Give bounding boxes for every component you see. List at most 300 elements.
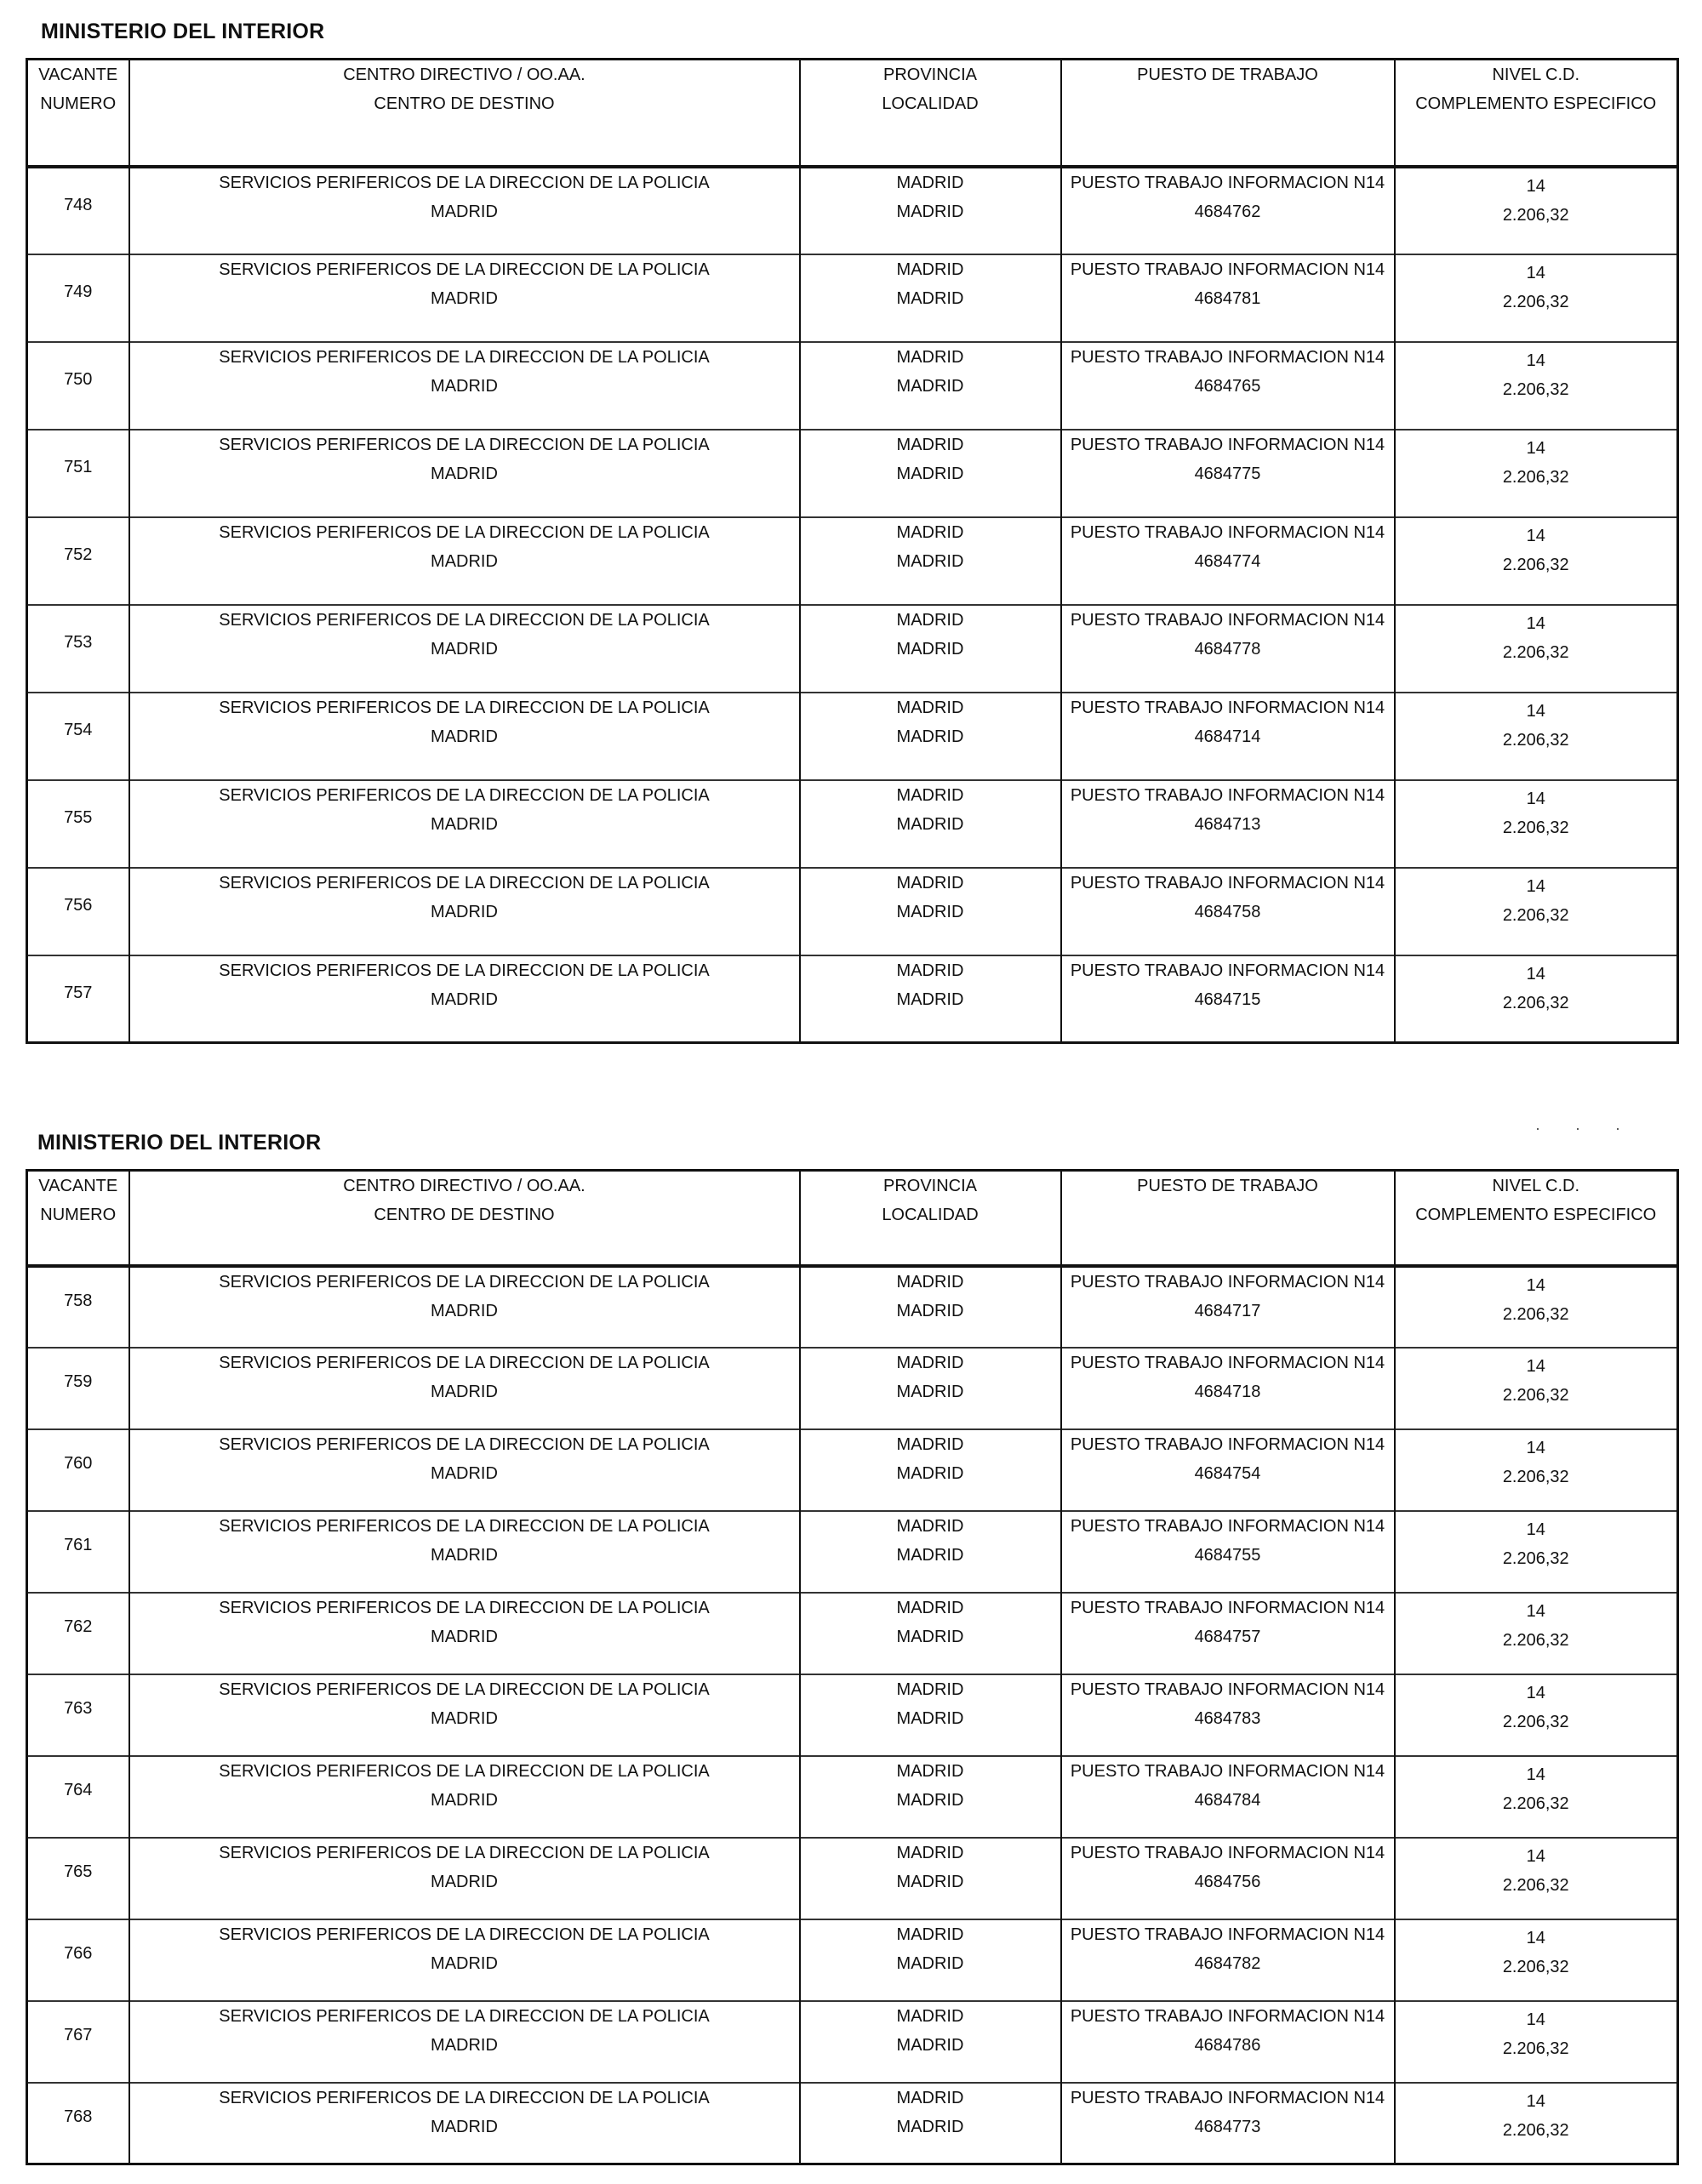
puesto-codigo: 4684713 xyxy=(1194,814,1261,834)
centro-cell xyxy=(129,2083,800,2164)
provincia: MADRID xyxy=(896,173,964,192)
provincia: MADRID xyxy=(896,2088,964,2107)
table-row xyxy=(27,1838,1678,1919)
vacante-number: 757 xyxy=(27,955,129,1043)
localidad: MADRID xyxy=(896,464,964,483)
provincia-cell xyxy=(800,2001,1061,2083)
puesto-trabajo: PUESTO TRABAJO INFORMACION N14 xyxy=(1070,785,1385,805)
vacancy-section-1 xyxy=(26,19,1678,1044)
centro-destino: MADRID xyxy=(431,2035,498,2055)
table-row xyxy=(27,1593,1678,1674)
nivel-cd: 14 xyxy=(1526,613,1545,633)
puesto-codigo: 4684773 xyxy=(1194,2117,1261,2136)
provincia: MADRID xyxy=(896,1925,964,1944)
scan-marks: · · · xyxy=(1535,1120,1636,1137)
table-row xyxy=(27,2083,1678,2164)
centro-directivo: SERVICIOS PERIFERICOS DE LA DIRECCION DE LA POLICIA xyxy=(219,610,710,630)
provincia-cell xyxy=(800,167,1061,254)
complemento-especifico: 2.206,32 xyxy=(1502,1875,1569,1895)
header-line: CENTRO DE DESTINO xyxy=(374,1206,555,1224)
nivel-cd: 14 xyxy=(1526,351,1545,370)
vacante-number: 752 xyxy=(27,517,129,605)
nivel-cell xyxy=(1395,1919,1678,2001)
header-line: CENTRO DIRECTIVO / OO.AA. xyxy=(343,1177,585,1195)
vacancy-section-2 xyxy=(26,1120,1678,2165)
localidad: MADRID xyxy=(896,1301,964,1320)
table-header-row xyxy=(27,60,1678,167)
localidad: MADRID xyxy=(896,989,964,1009)
provincia: MADRID xyxy=(896,347,964,367)
complemento-especifico: 2.206,32 xyxy=(1502,2039,1569,2058)
header-provincia xyxy=(800,1171,1061,1266)
centro-cell xyxy=(129,1593,800,1674)
complemento-especifico: 2.206,32 xyxy=(1502,1467,1569,1486)
centro-cell xyxy=(129,1756,800,1838)
provincia: MADRID xyxy=(896,435,964,454)
puesto-cell xyxy=(1061,430,1395,517)
nivel-cd: 14 xyxy=(1526,438,1545,458)
nivel-cd: 14 xyxy=(1526,1683,1545,1702)
centro-directivo: SERVICIOS PERIFERICOS DE LA DIRECCION DE LA POLICIA xyxy=(219,435,710,454)
centro-directivo: SERVICIOS PERIFERICOS DE LA DIRECCION DE LA POLICIA xyxy=(219,2088,710,2107)
header-line: NIVEL C.D. xyxy=(1492,1177,1580,1195)
complemento-especifico: 2.206,32 xyxy=(1502,1712,1569,1731)
localidad: MADRID xyxy=(896,1872,964,1891)
nivel-cell xyxy=(1395,1674,1678,1756)
nivel-cell xyxy=(1395,1838,1678,1919)
puesto-codigo: 4684781 xyxy=(1194,288,1261,308)
puesto-cell xyxy=(1061,1348,1395,1429)
puesto-cell xyxy=(1061,605,1395,693)
header-puesto xyxy=(1061,1171,1395,1266)
nivel-cd: 14 xyxy=(1526,263,1545,282)
complemento-especifico: 2.206,32 xyxy=(1502,205,1569,225)
nivel-cell xyxy=(1395,2001,1678,2083)
provincia-cell xyxy=(800,1429,1061,1511)
provincia-cell xyxy=(800,693,1061,780)
header-puesto xyxy=(1061,60,1395,167)
provincia: MADRID xyxy=(896,785,964,805)
vacancy-table xyxy=(26,58,1679,1044)
puesto-cell xyxy=(1061,1838,1395,1919)
centro-destino: MADRID xyxy=(431,551,498,571)
vacante-number: 762 xyxy=(27,1593,129,1674)
nivel-cell xyxy=(1395,955,1678,1043)
centro-destino: MADRID xyxy=(431,1627,498,1646)
centro-cell xyxy=(129,868,800,955)
puesto-trabajo: PUESTO TRABAJO INFORMACION N14 xyxy=(1070,873,1385,892)
localidad: MADRID xyxy=(896,376,964,396)
puesto-cell xyxy=(1061,1593,1395,1674)
table-row xyxy=(27,167,1678,254)
puesto-trabajo: PUESTO TRABAJO INFORMACION N14 xyxy=(1070,1516,1385,1536)
centro-destino: MADRID xyxy=(431,202,498,221)
centro-destino: MADRID xyxy=(431,1545,498,1565)
complemento-especifico: 2.206,32 xyxy=(1502,1793,1569,1813)
header-line: VACANTE xyxy=(38,1177,118,1195)
centro-directivo: SERVICIOS PERIFERICOS DE LA DIRECCION DE LA POLICIA xyxy=(219,347,710,367)
centro-directivo: SERVICIOS PERIFERICOS DE LA DIRECCION DE LA POLICIA xyxy=(219,785,710,805)
puesto-cell xyxy=(1061,1266,1395,1348)
puesto-trabajo: PUESTO TRABAJO INFORMACION N14 xyxy=(1070,610,1385,630)
provincia-cell xyxy=(800,780,1061,868)
localidad: MADRID xyxy=(896,1463,964,1483)
nivel-cell xyxy=(1395,1593,1678,1674)
provincia-cell xyxy=(800,605,1061,693)
puesto-codigo: 4684782 xyxy=(1194,1953,1261,1973)
provincia: MADRID xyxy=(896,961,964,980)
localidad: MADRID xyxy=(896,1627,964,1646)
table-row xyxy=(27,517,1678,605)
header-line: COMPLEMENTO ESPECIFICO xyxy=(1415,94,1657,113)
localidad: MADRID xyxy=(896,814,964,834)
provincia-cell xyxy=(800,1919,1061,2001)
puesto-trabajo: PUESTO TRABAJO INFORMACION N14 xyxy=(1070,2006,1385,2026)
nivel-cd: 14 xyxy=(1526,964,1545,984)
complemento-especifico: 2.206,32 xyxy=(1502,905,1569,925)
provincia-cell xyxy=(800,1838,1061,1919)
provincia: MADRID xyxy=(896,1353,964,1372)
puesto-cell xyxy=(1061,780,1395,868)
centro-cell xyxy=(129,517,800,605)
puesto-cell xyxy=(1061,1674,1395,1756)
puesto-codigo: 4684714 xyxy=(1194,727,1261,746)
puesto-trabajo: PUESTO TRABAJO INFORMACION N14 xyxy=(1070,698,1385,717)
centro-cell xyxy=(129,693,800,780)
vacante-number: 767 xyxy=(27,2001,129,2083)
complemento-especifico: 2.206,32 xyxy=(1502,1630,1569,1650)
nivel-cd: 14 xyxy=(1526,1765,1545,1784)
header-vacante xyxy=(27,1171,129,1266)
provincia-cell xyxy=(800,955,1061,1043)
centro-directivo: SERVICIOS PERIFERICOS DE LA DIRECCION DE LA POLICIA xyxy=(219,1761,710,1781)
complemento-especifico: 2.206,32 xyxy=(1502,555,1569,574)
nivel-cd: 14 xyxy=(1526,176,1545,196)
nivel-cd: 14 xyxy=(1526,526,1545,545)
nivel-cell xyxy=(1395,517,1678,605)
centro-cell xyxy=(129,167,800,254)
puesto-trabajo: PUESTO TRABAJO INFORMACION N14 xyxy=(1070,522,1385,542)
complemento-especifico: 2.206,32 xyxy=(1502,2120,1569,2140)
puesto-trabajo: PUESTO TRABAJO INFORMACION N14 xyxy=(1070,435,1385,454)
complemento-especifico: 2.206,32 xyxy=(1502,730,1569,750)
header-line: LOCALIDAD xyxy=(882,94,979,113)
vacante-number: 748 xyxy=(27,167,129,254)
header-line: COMPLEMENTO ESPECIFICO xyxy=(1415,1206,1657,1224)
provincia: MADRID xyxy=(896,1516,964,1536)
puesto-cell xyxy=(1061,254,1395,342)
header-line: NUMERO xyxy=(40,1206,117,1224)
table-row xyxy=(27,1348,1678,1429)
complemento-especifico: 2.206,32 xyxy=(1502,1385,1569,1405)
nivel-cd: 14 xyxy=(1526,1438,1545,1457)
centro-destino: MADRID xyxy=(431,1463,498,1483)
table-row xyxy=(27,342,1678,430)
puesto-codigo: 4684718 xyxy=(1194,1382,1261,1401)
centro-directivo: SERVICIOS PERIFERICOS DE LA DIRECCION DE LA POLICIA xyxy=(219,2006,710,2026)
puesto-trabajo: PUESTO TRABAJO INFORMACION N14 xyxy=(1070,1353,1385,1372)
centro-cell xyxy=(129,1838,800,1919)
header-nivel xyxy=(1395,1171,1678,1266)
puesto-codigo: 4684715 xyxy=(1194,989,1261,1009)
centro-directivo: SERVICIOS PERIFERICOS DE LA DIRECCION DE LA POLICIA xyxy=(219,698,710,717)
nivel-cd: 14 xyxy=(1526,1928,1545,1947)
complemento-especifico: 2.206,32 xyxy=(1502,292,1569,311)
centro-directivo: SERVICIOS PERIFERICOS DE LA DIRECCION DE LA POLICIA xyxy=(219,1353,710,1372)
puesto-trabajo: PUESTO TRABAJO INFORMACION N14 xyxy=(1070,1925,1385,1944)
nivel-cell xyxy=(1395,693,1678,780)
provincia-cell xyxy=(800,517,1061,605)
header-provincia xyxy=(800,60,1061,167)
table-header-row xyxy=(27,1171,1678,1266)
puesto-codigo: 4684774 xyxy=(1194,551,1261,571)
centro-directivo: SERVICIOS PERIFERICOS DE LA DIRECCION DE LA POLICIA xyxy=(219,259,710,279)
vacante-number: 763 xyxy=(27,1674,129,1756)
provincia-cell xyxy=(800,1674,1061,1756)
localidad: MADRID xyxy=(896,727,964,746)
header-line: VACANTE xyxy=(38,66,118,84)
puesto-cell xyxy=(1061,2083,1395,2164)
centro-directivo: SERVICIOS PERIFERICOS DE LA DIRECCION DE LA POLICIA xyxy=(219,1925,710,1944)
table-row xyxy=(27,1511,1678,1593)
vacante-number: 768 xyxy=(27,2083,129,2164)
centro-destino: MADRID xyxy=(431,2117,498,2136)
provincia-cell xyxy=(800,342,1061,430)
puesto-codigo: 4684758 xyxy=(1194,902,1261,921)
centro-directivo: SERVICIOS PERIFERICOS DE LA DIRECCION DE LA POLICIA xyxy=(219,1434,710,1454)
vacante-number: 751 xyxy=(27,430,129,517)
localidad: MADRID xyxy=(896,639,964,659)
vacante-number: 750 xyxy=(27,342,129,430)
nivel-cd: 14 xyxy=(1526,876,1545,896)
vacante-number: 764 xyxy=(27,1756,129,1838)
nivel-cell xyxy=(1395,780,1678,868)
centro-destino: MADRID xyxy=(431,814,498,834)
localidad: MADRID xyxy=(896,1953,964,1973)
centro-cell xyxy=(129,1348,800,1429)
header-centro xyxy=(129,1171,800,1266)
centro-destino: MADRID xyxy=(431,1953,498,1973)
centro-destino: MADRID xyxy=(431,1708,498,1728)
vacante-number: 765 xyxy=(27,1838,129,1919)
complemento-especifico: 2.206,32 xyxy=(1502,1957,1569,1976)
nivel-cell xyxy=(1395,1266,1678,1348)
centro-directivo: SERVICIOS PERIFERICOS DE LA DIRECCION DE LA POLICIA xyxy=(219,1598,710,1617)
centro-destino: MADRID xyxy=(431,1301,498,1320)
puesto-trabajo: PUESTO TRABAJO INFORMACION N14 xyxy=(1070,259,1385,279)
centro-directivo: SERVICIOS PERIFERICOS DE LA DIRECCION DE LA POLICIA xyxy=(219,1516,710,1536)
table-row xyxy=(27,1266,1678,1348)
puesto-trabajo: PUESTO TRABAJO INFORMACION N14 xyxy=(1070,1434,1385,1454)
puesto-trabajo: PUESTO TRABAJO INFORMACION N14 xyxy=(1070,1679,1385,1699)
table-body xyxy=(27,167,1678,1043)
nivel-cd: 14 xyxy=(1526,1356,1545,1376)
centro-destino: MADRID xyxy=(431,1872,498,1891)
header-line: PROVINCIA xyxy=(882,1177,978,1195)
puesto-trabajo: PUESTO TRABAJO INFORMACION N14 xyxy=(1070,173,1385,192)
nivel-cell xyxy=(1395,167,1678,254)
nivel-cd: 14 xyxy=(1526,1601,1545,1621)
puesto-cell xyxy=(1061,167,1395,254)
provincia-cell xyxy=(800,1266,1061,1348)
centro-destino: MADRID xyxy=(431,288,498,308)
puesto-cell xyxy=(1061,2001,1395,2083)
centro-directivo: SERVICIOS PERIFERICOS DE LA DIRECCION DE LA POLICIA xyxy=(219,961,710,980)
vacancy-table xyxy=(26,1169,1679,2165)
header-line: LOCALIDAD xyxy=(882,1206,979,1224)
puesto-codigo: 4684762 xyxy=(1194,202,1261,221)
puesto-codigo: 4684754 xyxy=(1194,1463,1261,1483)
provincia: MADRID xyxy=(896,1598,964,1617)
complemento-especifico: 2.206,32 xyxy=(1502,379,1569,399)
table-row xyxy=(27,1756,1678,1838)
puesto-cell xyxy=(1061,342,1395,430)
puesto-trabajo: PUESTO TRABAJO INFORMACION N14 xyxy=(1070,2088,1385,2107)
table-row xyxy=(27,780,1678,868)
puesto-cell xyxy=(1061,955,1395,1043)
puesto-trabajo: PUESTO TRABAJO INFORMACION N14 xyxy=(1070,1843,1385,1862)
complemento-especifico: 2.206,32 xyxy=(1502,993,1569,1012)
vacante-number: 754 xyxy=(27,693,129,780)
nivel-cell xyxy=(1395,1511,1678,1593)
provincia: MADRID xyxy=(896,1843,964,1862)
centro-cell xyxy=(129,254,800,342)
centro-directivo: SERVICIOS PERIFERICOS DE LA DIRECCION DE LA POLICIA xyxy=(219,1272,710,1292)
centro-cell xyxy=(129,342,800,430)
puesto-cell xyxy=(1061,517,1395,605)
puesto-codigo: 4684717 xyxy=(1194,1301,1261,1320)
complemento-especifico: 2.206,32 xyxy=(1502,1548,1569,1568)
header-line: PUESTO DE TRABAJO xyxy=(1137,66,1318,84)
localidad: MADRID xyxy=(896,2117,964,2136)
centro-cell xyxy=(129,605,800,693)
centro-directivo: SERVICIOS PERIFERICOS DE LA DIRECCION DE LA POLICIA xyxy=(219,173,710,192)
vacante-number: 760 xyxy=(27,1429,129,1511)
puesto-cell xyxy=(1061,693,1395,780)
provincia: MADRID xyxy=(896,1434,964,1454)
provincia-cell xyxy=(800,868,1061,955)
localidad: MADRID xyxy=(896,1708,964,1728)
provincia-cell xyxy=(800,1511,1061,1593)
puesto-trabajo: PUESTO TRABAJO INFORMACION N14 xyxy=(1070,1598,1385,1617)
centro-destino: MADRID xyxy=(431,902,498,921)
provincia: MADRID xyxy=(896,698,964,717)
header-centro xyxy=(129,60,800,167)
provincia-cell xyxy=(800,254,1061,342)
puesto-codigo: 4684783 xyxy=(1194,1708,1261,1728)
table-row xyxy=(27,254,1678,342)
vacante-number: 756 xyxy=(27,868,129,955)
centro-cell xyxy=(129,780,800,868)
nivel-cell xyxy=(1395,1429,1678,1511)
nivel-cell xyxy=(1395,605,1678,693)
centro-destino: MADRID xyxy=(431,639,498,659)
centro-cell xyxy=(129,1919,800,2001)
centro-cell xyxy=(129,1429,800,1511)
provincia: MADRID xyxy=(896,1761,964,1781)
centro-cell xyxy=(129,2001,800,2083)
nivel-cd: 14 xyxy=(1526,1520,1545,1539)
centro-destino: MADRID xyxy=(431,989,498,1009)
nivel-cell xyxy=(1395,430,1678,517)
centro-directivo: SERVICIOS PERIFERICOS DE LA DIRECCION DE LA POLICIA xyxy=(219,1843,710,1862)
nivel-cd: 14 xyxy=(1526,2091,1545,2111)
provincia-cell xyxy=(800,1593,1061,1674)
centro-directivo: SERVICIOS PERIFERICOS DE LA DIRECCION DE LA POLICIA xyxy=(219,522,710,542)
localidad: MADRID xyxy=(896,1790,964,1810)
complemento-especifico: 2.206,32 xyxy=(1502,1304,1569,1324)
centro-destino: MADRID xyxy=(431,1382,498,1401)
centro-cell xyxy=(129,1674,800,1756)
provincia: MADRID xyxy=(896,610,964,630)
puesto-trabajo: PUESTO TRABAJO INFORMACION N14 xyxy=(1070,1761,1385,1781)
provincia-cell xyxy=(800,2083,1061,2164)
header-line: PROVINCIA xyxy=(882,66,978,84)
puesto-trabajo: PUESTO TRABAJO INFORMACION N14 xyxy=(1070,961,1385,980)
header-line: CENTRO DIRECTIVO / OO.AA. xyxy=(343,66,585,84)
localidad: MADRID xyxy=(896,551,964,571)
complemento-especifico: 2.206,32 xyxy=(1502,467,1569,487)
puesto-codigo: 4684778 xyxy=(1194,639,1261,659)
ministry-title: MINISTERIO DEL INTERIOR xyxy=(41,20,325,43)
header-line: NUMERO xyxy=(40,94,117,113)
provincia: MADRID xyxy=(896,522,964,542)
centro-cell xyxy=(129,430,800,517)
table-row xyxy=(27,1919,1678,2001)
centro-cell xyxy=(129,955,800,1043)
table-row xyxy=(27,1429,1678,1511)
complemento-especifico: 2.206,32 xyxy=(1502,818,1569,837)
puesto-codigo: 4684765 xyxy=(1194,376,1261,396)
centro-destino: MADRID xyxy=(431,376,498,396)
provincia: MADRID xyxy=(896,1679,964,1699)
puesto-cell xyxy=(1061,868,1395,955)
puesto-codigo: 4684756 xyxy=(1194,1872,1261,1891)
ministry-title: MINISTERIO DEL INTERIOR xyxy=(37,1131,322,1155)
vacante-number: 753 xyxy=(27,605,129,693)
provincia-cell xyxy=(800,430,1061,517)
localidad: MADRID xyxy=(896,2035,964,2055)
nivel-cell xyxy=(1395,1756,1678,1838)
puesto-cell xyxy=(1061,1511,1395,1593)
vacante-number: 766 xyxy=(27,1919,129,2001)
provincia: MADRID xyxy=(896,2006,964,2026)
vacante-number: 759 xyxy=(27,1348,129,1429)
table-row xyxy=(27,2001,1678,2083)
nivel-cd: 14 xyxy=(1526,1846,1545,1866)
header-nivel xyxy=(1395,60,1678,167)
table-row xyxy=(27,1674,1678,1756)
vacante-number: 749 xyxy=(27,254,129,342)
localidad: MADRID xyxy=(896,202,964,221)
table-row xyxy=(27,430,1678,517)
localidad: MADRID xyxy=(896,902,964,921)
table-row xyxy=(27,605,1678,693)
puesto-codigo: 4684757 xyxy=(1194,1627,1261,1646)
puesto-codigo: 4684755 xyxy=(1194,1545,1261,1565)
complemento-especifico: 2.206,32 xyxy=(1502,642,1569,662)
puesto-cell xyxy=(1061,1429,1395,1511)
vacante-number: 761 xyxy=(27,1511,129,1593)
puesto-trabajo: PUESTO TRABAJO INFORMACION N14 xyxy=(1070,347,1385,367)
centro-destino: MADRID xyxy=(431,464,498,483)
table-body xyxy=(27,1266,1678,2164)
nivel-cd: 14 xyxy=(1526,789,1545,808)
table-row xyxy=(27,868,1678,955)
nivel-cell xyxy=(1395,254,1678,342)
header-vacante xyxy=(27,60,129,167)
provincia-cell xyxy=(800,1348,1061,1429)
